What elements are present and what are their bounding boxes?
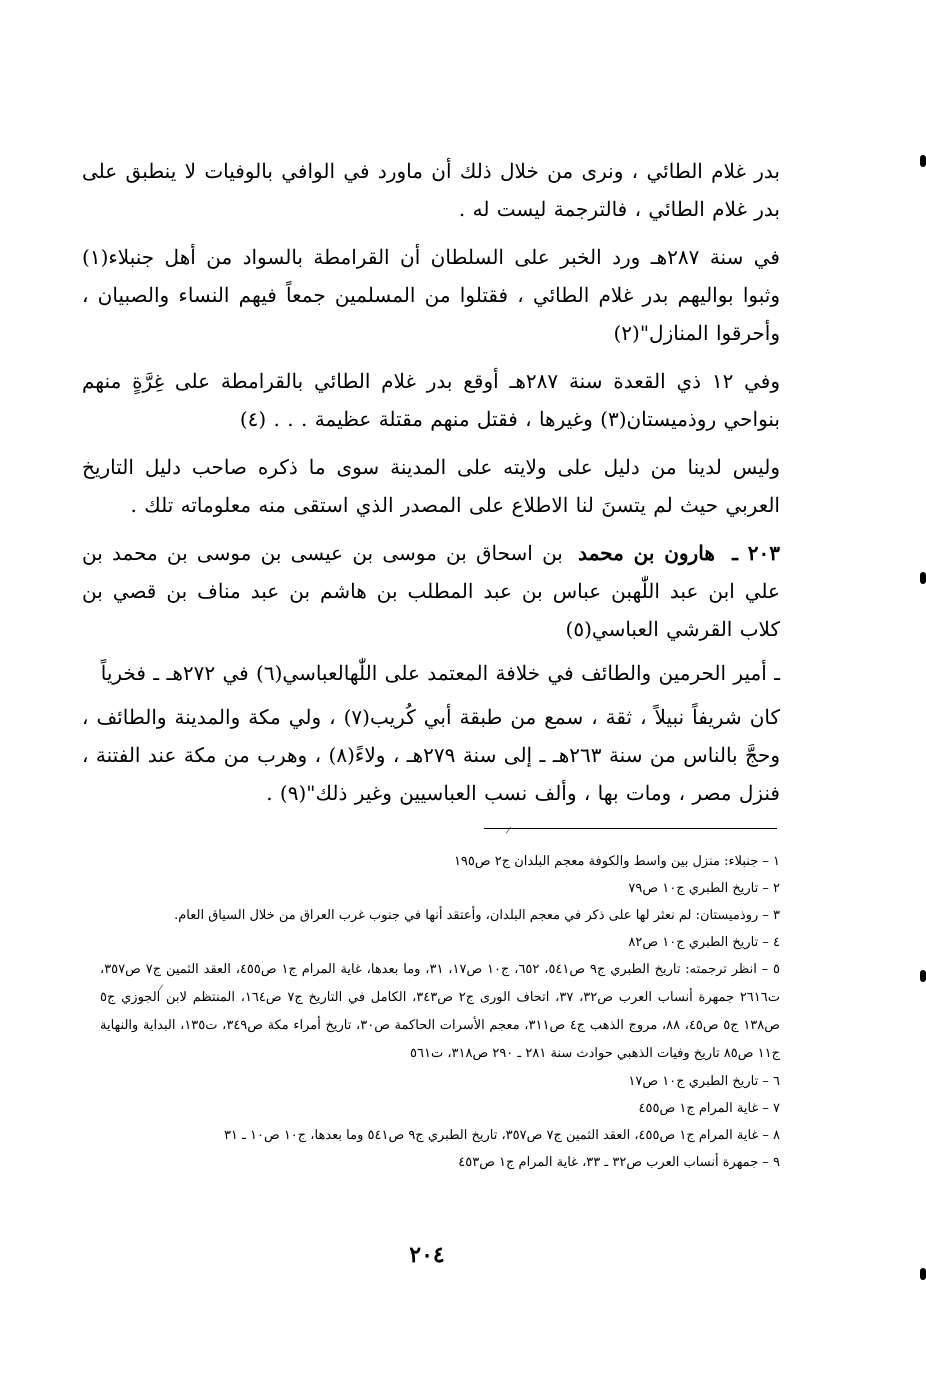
page-number: ٢٠٤ [409,1242,445,1268]
paragraph: وليس لدينا من دليل على ولايته على المدينة سوى ما ذكره صاحب دليل التاريخ العربي حيث لم يتسنَ لنا الاطلاع على المصدر الذي استقى منه معلوماته تلك . [82,455,780,517]
footnote: ٧ – غاية المرام ج١ ص٤٥٥ [638,1101,780,1116]
footnote: ٦ – تاريخ الطبري ج١٠ ص١٧ [628,1074,780,1089]
footnote: ٨ – غاية المرام ج١ ص٤٥٥، العقد الثمين ج٧ ص٣٥٧، تاريخ الطبري ج٩ ص٥٤١ وما بعدها، ج١٠ ص١٠ ـ ٣١ [223,1128,780,1143]
margin-mark [920,155,926,167]
margin-mark [920,572,926,584]
footnote: ٢ – تاريخ الطبري ج١٠ ص٧٩ [628,881,780,896]
entry-number: ٢٠٣ ـ [732,541,781,565]
footnote: ٩ – جمهرة أنساب العرب ص٣٢ ـ ٣٣، غاية المرام ج١ ص٤٥٣ [458,1155,780,1170]
paragraph: في سنة ٢٨٧هـ ورد الخبر على السلطان أن القرامطة بالسواد من أهل جنبلاء(١) وثبوا بواليهم بدر غلام الطائي ، فقتلوا من المسلمين جمعاً فيهم النساء والصبيان ، وأحرقوا المنازل"(٢) [82,245,780,345]
entry-lineage: بن اسحاق بن موسى بن عيسى بن موسى بن محمد بن علي ابن عبد اللّٰهبن عباس بن عبد المطلب بن هاشم بن عبد مناف بن قصي بن كلاب القرشي العباسي(٥) [82,541,780,641]
footnote: ٥ – انظر ترجمته: تاريخ الطبري ج٩ ص٥٤١، ٦٥٢، ج١٠ ص١٧، ٣١، وما بعدها، غاية المرام ج١ ص٤٥٥، العقد الثمين ج٧ ص٣٥٧، ت٢٦١٦ جمهرة أنساب العرب ص٣٢، ٣٧، اتحاف الورى ج٢ ص٣٤٣، الكامل في التاريخ ج٧ ص١٦٤، المنتظم لابن الجوزي ج٥ ص١٣٨ ج٥ ص٤٥، ٨٨، مروج الذهب ج٤ ص٣١١، معجم الأسرات الحاكمة ص٣٠، تاريخ أمراء مكة ص٣٤٩، ت١٣٥، البداية والنهاية ج١١ ص٨٥ تاريخ وفيات الذهبي حوادث سنة ٢٨١ ـ ٢٩٠ ص٣١٨، ت٥٦١ [100,962,781,1061]
paragraph: بدر غلام الطائي ، ونرى من خلال ذلك أن ماورد في الوافي بالوفيات لا ينطبق على بدر غلام الطائي ، فالترجمة ليست له . [82,159,780,221]
entry-name: هارون بن محمد [578,541,715,565]
footnote: ٤ – تاريخ الطبري ج١٠ ص٨٢ [628,935,780,950]
footnotes [100,848,780,1176]
margin-mark [920,1268,926,1280]
main-text [82,152,780,822]
paragraph: كان شريفاً نبيلاً ، ثقة ، سمع من طبقة أبي كُريب(٧) ، ولي مكة والمدينة والطائف ، وحجَّ بالناس من سنة ٢٦٣هـ ـ إلى سنة ٢٧٩هـ ، ولاءً(٨) ، وهرب من مكة عند الفتنة ، فنزل مصر ، ومات بها ، وألف نسب العباسيين وغير ذلك"(٩) . [82,705,780,805]
margin-mark [920,970,926,982]
paragraph: ـ أمير الحرمين والطائف في خلافة المعتمد على اللّٰهالعباسي(٦) في ٢٧٢هـ ـ فخرياً [100,661,780,685]
footnote-separator [484,828,777,829]
biography-entry [82,534,780,648]
footnote: ١ – جنبلاء: منزل بين واسط والكوفة معجم البلدان ج٢ ص١٩٥ [453,854,780,869]
paragraph: وفي ١٢ ذي القعدة سنة ٢٨٧هـ أوقع بدر غلام الطائي بالقرامطة على غِرَّةٍ منهم بنواحي روذميستان(٣) وغيرها ، فقتل منهم مقتلة عظيمة . . . (٤) [82,369,781,431]
footnote: ٣ – روذميستان: لم نعثر لها على ذكر في معجم البلدان، وأعتقد أنها في جنوب غرب العراق من خلال السياق العام. [174,908,780,923]
